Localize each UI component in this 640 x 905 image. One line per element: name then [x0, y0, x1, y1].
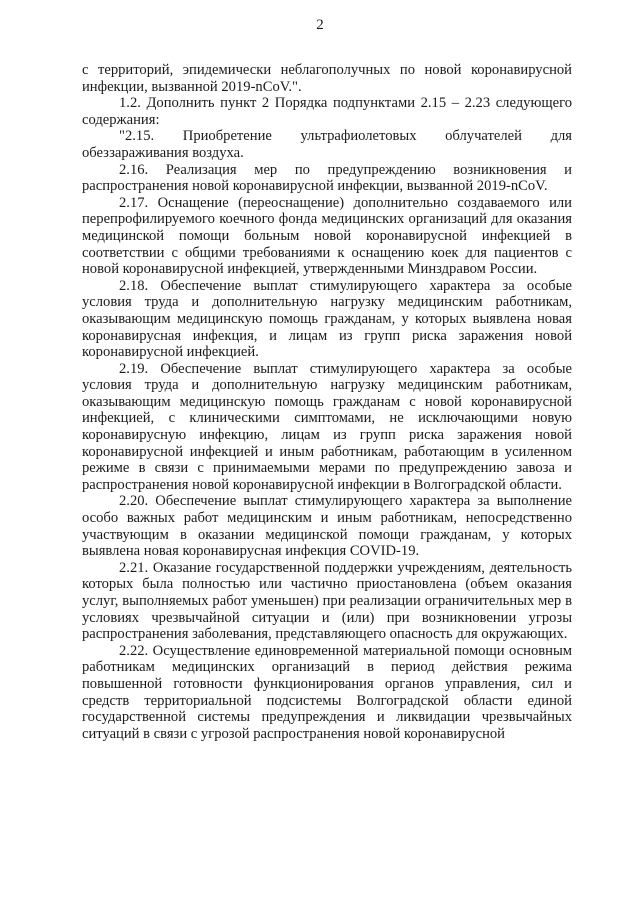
paragraph-2-19: 2.19. Обеспечение выплат стимулирующего характера за особые условия труда и дополнительную нагрузку медицинским работникам, оказывающим медицинскую помощь гражданам с новой коронавирусной инфекцией, с клиническими симптомами, не исключающими новую коронавирусную инфекцию, лицам из групп риска заражения новой коронавирусной инфекцией и иным работникам, работающим в усиленном режиме в связи с принимаемыми мерами по предупреждению завоза и распространения новой коронавирусной инфекции в Волгоградской области.: [82, 360, 572, 493]
page-number: 2: [316, 17, 324, 33]
paragraph-1-2: 1.2. Дополнить пункт 2 Порядка подпунктами 2.15 – 2.23 следующего содержания:: [82, 95, 572, 128]
paragraph-2-15: "2.15. Приобретение ультрафиолетовых облучателей для обеззараживания воздуха.: [82, 128, 572, 161]
document-body: [82, 62, 572, 742]
paragraph-2-16: 2.16. Реализация мер по предупреждению возникновения и распространения новой коронавирусной инфекции, вызванной 2019-nCoV.: [82, 161, 572, 195]
paragraph-2-17: 2.17. Оснащение (переоснащение) дополнительно создаваемого или перепрофилируемого коечного фонда медицинских организаций для оказания медицинской помощи больным новой коронавирусной инфекцией в соответствии с общими требованиями к оснащению коек для пациентов с новой коронавирусной инфекцией, утвержденными Минздравом России.: [82, 194, 572, 278]
paragraph-2-21: 2.21. Оказание государственной поддержки учреждениям, деятельность которых была полностью или частично приостановлена (объем оказания услуг, выполняемых работ уменьшен) при реализации ограничительных мер в условиях чрезвычайной ситуации и (или) при возникновении угрозы распространения заболевания, представляющего опасность для окружающих.: [82, 559, 572, 643]
paragraph-2-22: 2.22. Осуществление единовременной материальной помощи основным работникам медицинских организаций в период действия режима повышенной готовности функционирования органов управления, сил и средств территориальной подсистемы Волгоградской области единой государственной системы предупреждения и ликвидации чрезвычайных ситуаций в связи с угрозой распространения новой коронавирусной: [82, 642, 572, 742]
paragraph-2-18: 2.18. Обеспечение выплат стимулирующего характера за особые условия труда и дополнительную нагрузку медицинским работникам, оказывающим медицинскую помощь гражданам, у которых выявлена новая коронавирусная инфекция, и лицам из групп риска заражения новой коронавирусной инфекцией.: [82, 277, 572, 361]
paragraph-continuation: с территорий, эпидемически неблагополучных по новой коронавирусной инфекции, вызванной 2019-nCoV.".: [82, 62, 572, 95]
paragraph-2-20: 2.20. Обеспечение выплат стимулирующего характера за выполнение особо важных работ медицинским и иным работникам, непосредственно участвующим в оказании медицинской помощи гражданам, у которых выявлена новая коронавирусная инфекция COVID-19.: [82, 493, 572, 560]
